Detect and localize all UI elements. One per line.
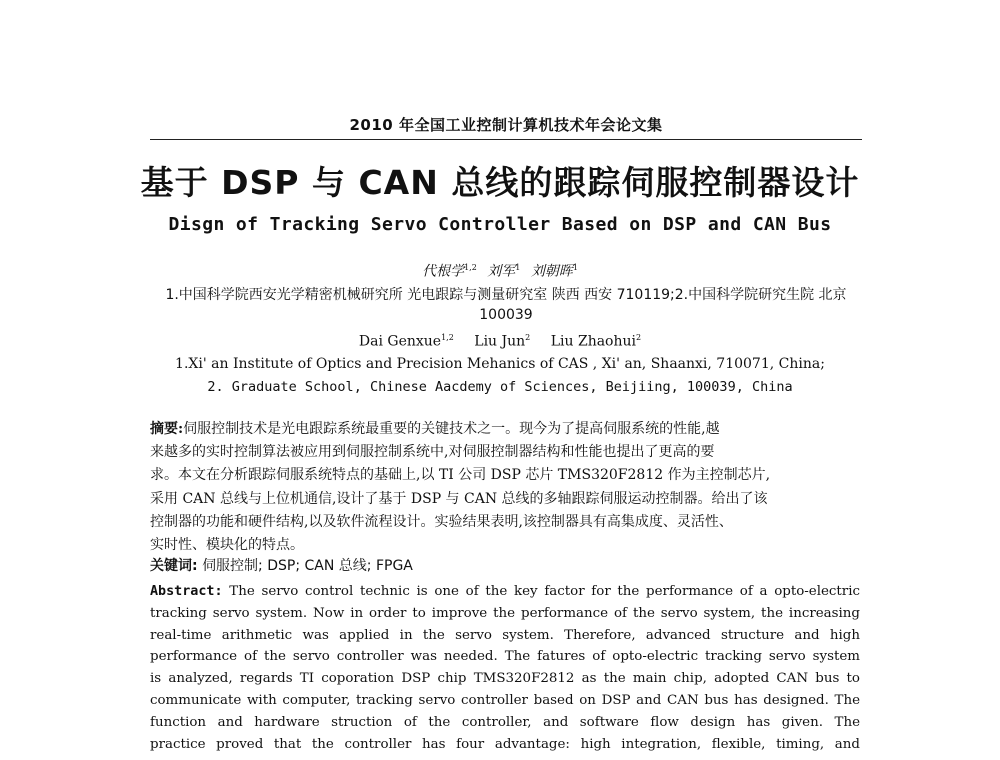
author-en: Liu Zhaohui$^2$ <box>550 333 642 350</box>
author-cn: 刘军$^1$ <box>487 263 521 280</box>
abstract-en-line: Abstract: The servo control technic is one of the key factor for the performance of a opto-electric <box>150 584 860 599</box>
affiliations-chinese: 1.中国科学院西安光学精密机械研究所 光电跟踪与测量研究室 陕西 西安 710119;2.中国科学院研究生院 北京 100039 <box>165 287 847 323</box>
abstract-en-line: practice proved that the controller has four advantage: high integration, flexible, timing, and <box>150 736 860 752</box>
abstract-cn-label: 摘要: <box>150 421 184 437</box>
affiliation-english-1: 1.Xi' an Institute of Optics and Precision Mehanics of CAS , Xi' an, Shaanxi, 710071, China; <box>175 356 825 372</box>
abstract-cn-line: 实时性、模块化的特点。 <box>150 537 304 554</box>
abstract-cn-line: 控制器的功能和硬件结构,以及软件流程设计。实验结果表明,该控制器具有高集成度、灵活性、 <box>150 513 733 530</box>
title-chinese: 基于 DSP 与 CAN 总线的跟踪伺服控制器设计 <box>140 163 860 202</box>
keywords-label: 关键词: <box>150 558 198 574</box>
affiliation-english-2: 2. Graduate School, Chinese Aacdemy of Sciences, Beijiing, 100039, China <box>207 379 793 395</box>
keywords-text: 伺服控制; DSP; CAN 总线; FPGA <box>202 558 413 574</box>
abstract-cn-line: 采用 CAN 总线与上位机通信,设计了基于 DSP 与 CAN 总线的多轴跟踪伺服运动控制器。给出了该 <box>150 490 768 507</box>
abstract-cn-line: 摘要:伺服控制技术是光电跟踪系统最重要的关键技术之一。现今为了提高伺服系统的性能,越 <box>150 421 720 437</box>
abstract-en-label: Abstract: <box>150 584 223 599</box>
abstract-en-line: real-time arithmetic was applied in the servo system. Therefore, advanced structure and high <box>150 627 860 643</box>
abstract-cn-line: 求。本文在分析跟踪伺服系统特点的基础上,以 TI 公司 DSP 芯片 TMS320F2812 作为主控制芯片, <box>150 467 771 484</box>
author-en: Dai Genxue$^{1,2}$ <box>358 333 454 350</box>
keywords-chinese <box>150 556 860 576</box>
abstract-en-line: is analyzed, regards TI coporation DSP chip TMS320F2812 as the main chip, adopted CAN bus to <box>150 671 860 687</box>
author-cn: 代根学$^{1,2}$ <box>422 263 477 280</box>
authors-english <box>0 329 1000 351</box>
proceedings-header: 2010 年全国工业控制计算机技术年会论文集 <box>349 116 663 134</box>
abstract-english <box>150 581 860 755</box>
abstract-en-line: performance of the servo controller was needed. The fatures of opto-electric tracking servo system <box>150 649 860 665</box>
authors-chinese <box>0 259 1000 281</box>
title-english: Disgn of Tracking Servo Controller Based on DSP and CAN Bus <box>168 214 832 235</box>
author-cn: 刘朝晖$^1$ <box>530 263 578 280</box>
abstract-cn-line: 来越多的实时控制算法被应用到伺服控制系统中,对伺服控制器结构和性能也提出了更高的要 <box>150 444 715 461</box>
proceedings-header-block <box>150 116 862 140</box>
abstract-en-line: function and hardware struction of the controller, and software flow design has given. The <box>150 714 860 730</box>
abstract-en-line: communicate with computer, tracking servo controller based on DSP and CAN bus has designed. The <box>150 692 860 708</box>
header-rule <box>150 139 862 140</box>
abstract-en-line: tracking servo system. Now in order to improve the performance of the servo system, the increasing <box>150 605 860 621</box>
abstract-chinese <box>150 418 860 557</box>
author-en: Liu Jun$^2$ <box>474 333 531 350</box>
